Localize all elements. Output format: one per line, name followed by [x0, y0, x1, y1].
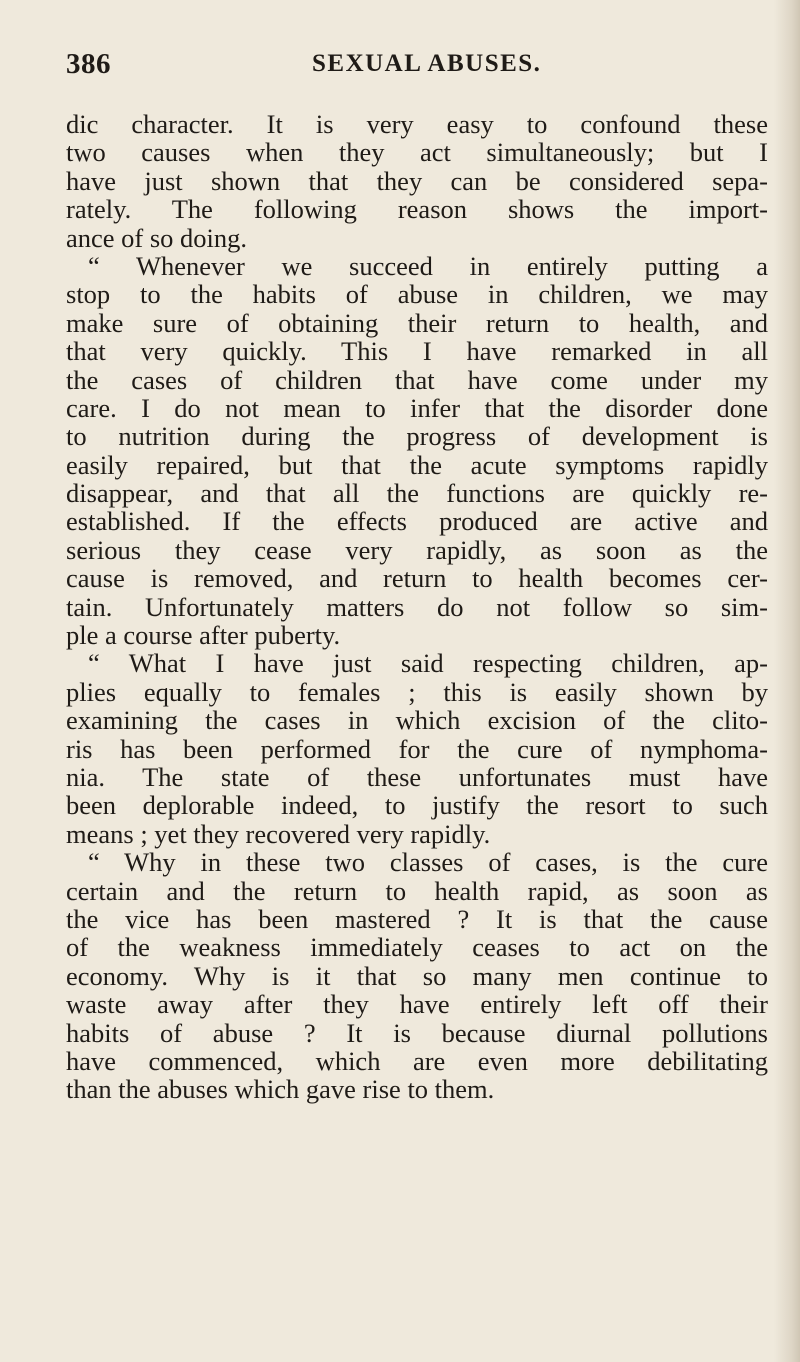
text-line: disappear, and that all the functions are quickly re-	[66, 478, 768, 509]
text-line: ris has been performed for the cure of nymphoma-	[66, 733, 768, 764]
text-line: ple a course after puberty.	[66, 620, 341, 651]
text-line: economy. Why is it that so many men continue to	[66, 960, 768, 991]
text-line: means ; yet they recovered very rapidly.	[66, 818, 491, 849]
text-line: easily repaired, but that the acute symptoms rapidly	[66, 449, 768, 480]
text-line: stop to the habits of abuse in children, we may	[66, 279, 768, 310]
text-line: plies equally to females ; this is easily shown by	[66, 676, 768, 707]
text-line: examining the cases in which excision of the clito-	[66, 705, 768, 736]
page-edge-shadow	[774, 0, 800, 1362]
text-line: “ What I have just said respecting children, ap-	[88, 648, 768, 679]
text-line: two causes when they act simultaneously; but I	[66, 137, 768, 168]
body-text	[66, 110, 768, 1104]
running-head: SEXUAL ABUSES.	[312, 50, 542, 77]
text-line: waste away after they have entirely left off their	[66, 989, 768, 1020]
text-line: of the weakness immediately ceases to act on the	[66, 932, 768, 963]
text-line: the cases of children that have come under my	[66, 364, 768, 395]
text-line: to nutrition during the progress of development is	[66, 421, 768, 452]
text-line: habits of abuse ? It is because diurnal pollutions	[66, 1017, 768, 1048]
text-line: have just shown that they can be considered sepa-	[66, 165, 768, 196]
text-line: nia. The state of these unfortunates must have	[66, 761, 768, 792]
text-line: the vice has been mastered ? It is that the cause	[66, 903, 768, 934]
text-line: “ Why in these two classes of cases, is the cure	[88, 847, 768, 878]
text-line: serious they cease very rapidly, as soon as the	[66, 534, 768, 565]
text-line: care. I do not mean to infer that the disorder done	[66, 392, 768, 423]
text-line: tain. Unfortunately matters do not follow so sim-	[66, 591, 768, 622]
page-number: 386	[66, 48, 111, 80]
text-line: dic character. It is very easy to confound these	[66, 109, 768, 139]
text-line: make sure of obtaining their return to health, and	[66, 307, 768, 338]
text-line: rately. The following reason shows the import-	[66, 194, 768, 225]
text-line: certain and the return to health rapid, as soon as	[66, 875, 768, 906]
text-line: than the abuses which gave rise to them.	[66, 1074, 495, 1105]
text-line: have commenced, which are even more debilitating	[66, 1045, 768, 1076]
text-line: established. If the effects produced are active and	[66, 506, 768, 537]
text-line: “ Whenever we succeed in entirely putting a	[88, 250, 768, 281]
text-line: that very quickly. This I have remarked in all	[66, 336, 768, 367]
text-line: been deplorable indeed, to justify the resort to such	[66, 790, 768, 821]
text-line: ance of so doing.	[66, 222, 248, 253]
text-line: cause is removed, and return to health becomes cer-	[66, 563, 768, 594]
page-header	[66, 48, 756, 88]
